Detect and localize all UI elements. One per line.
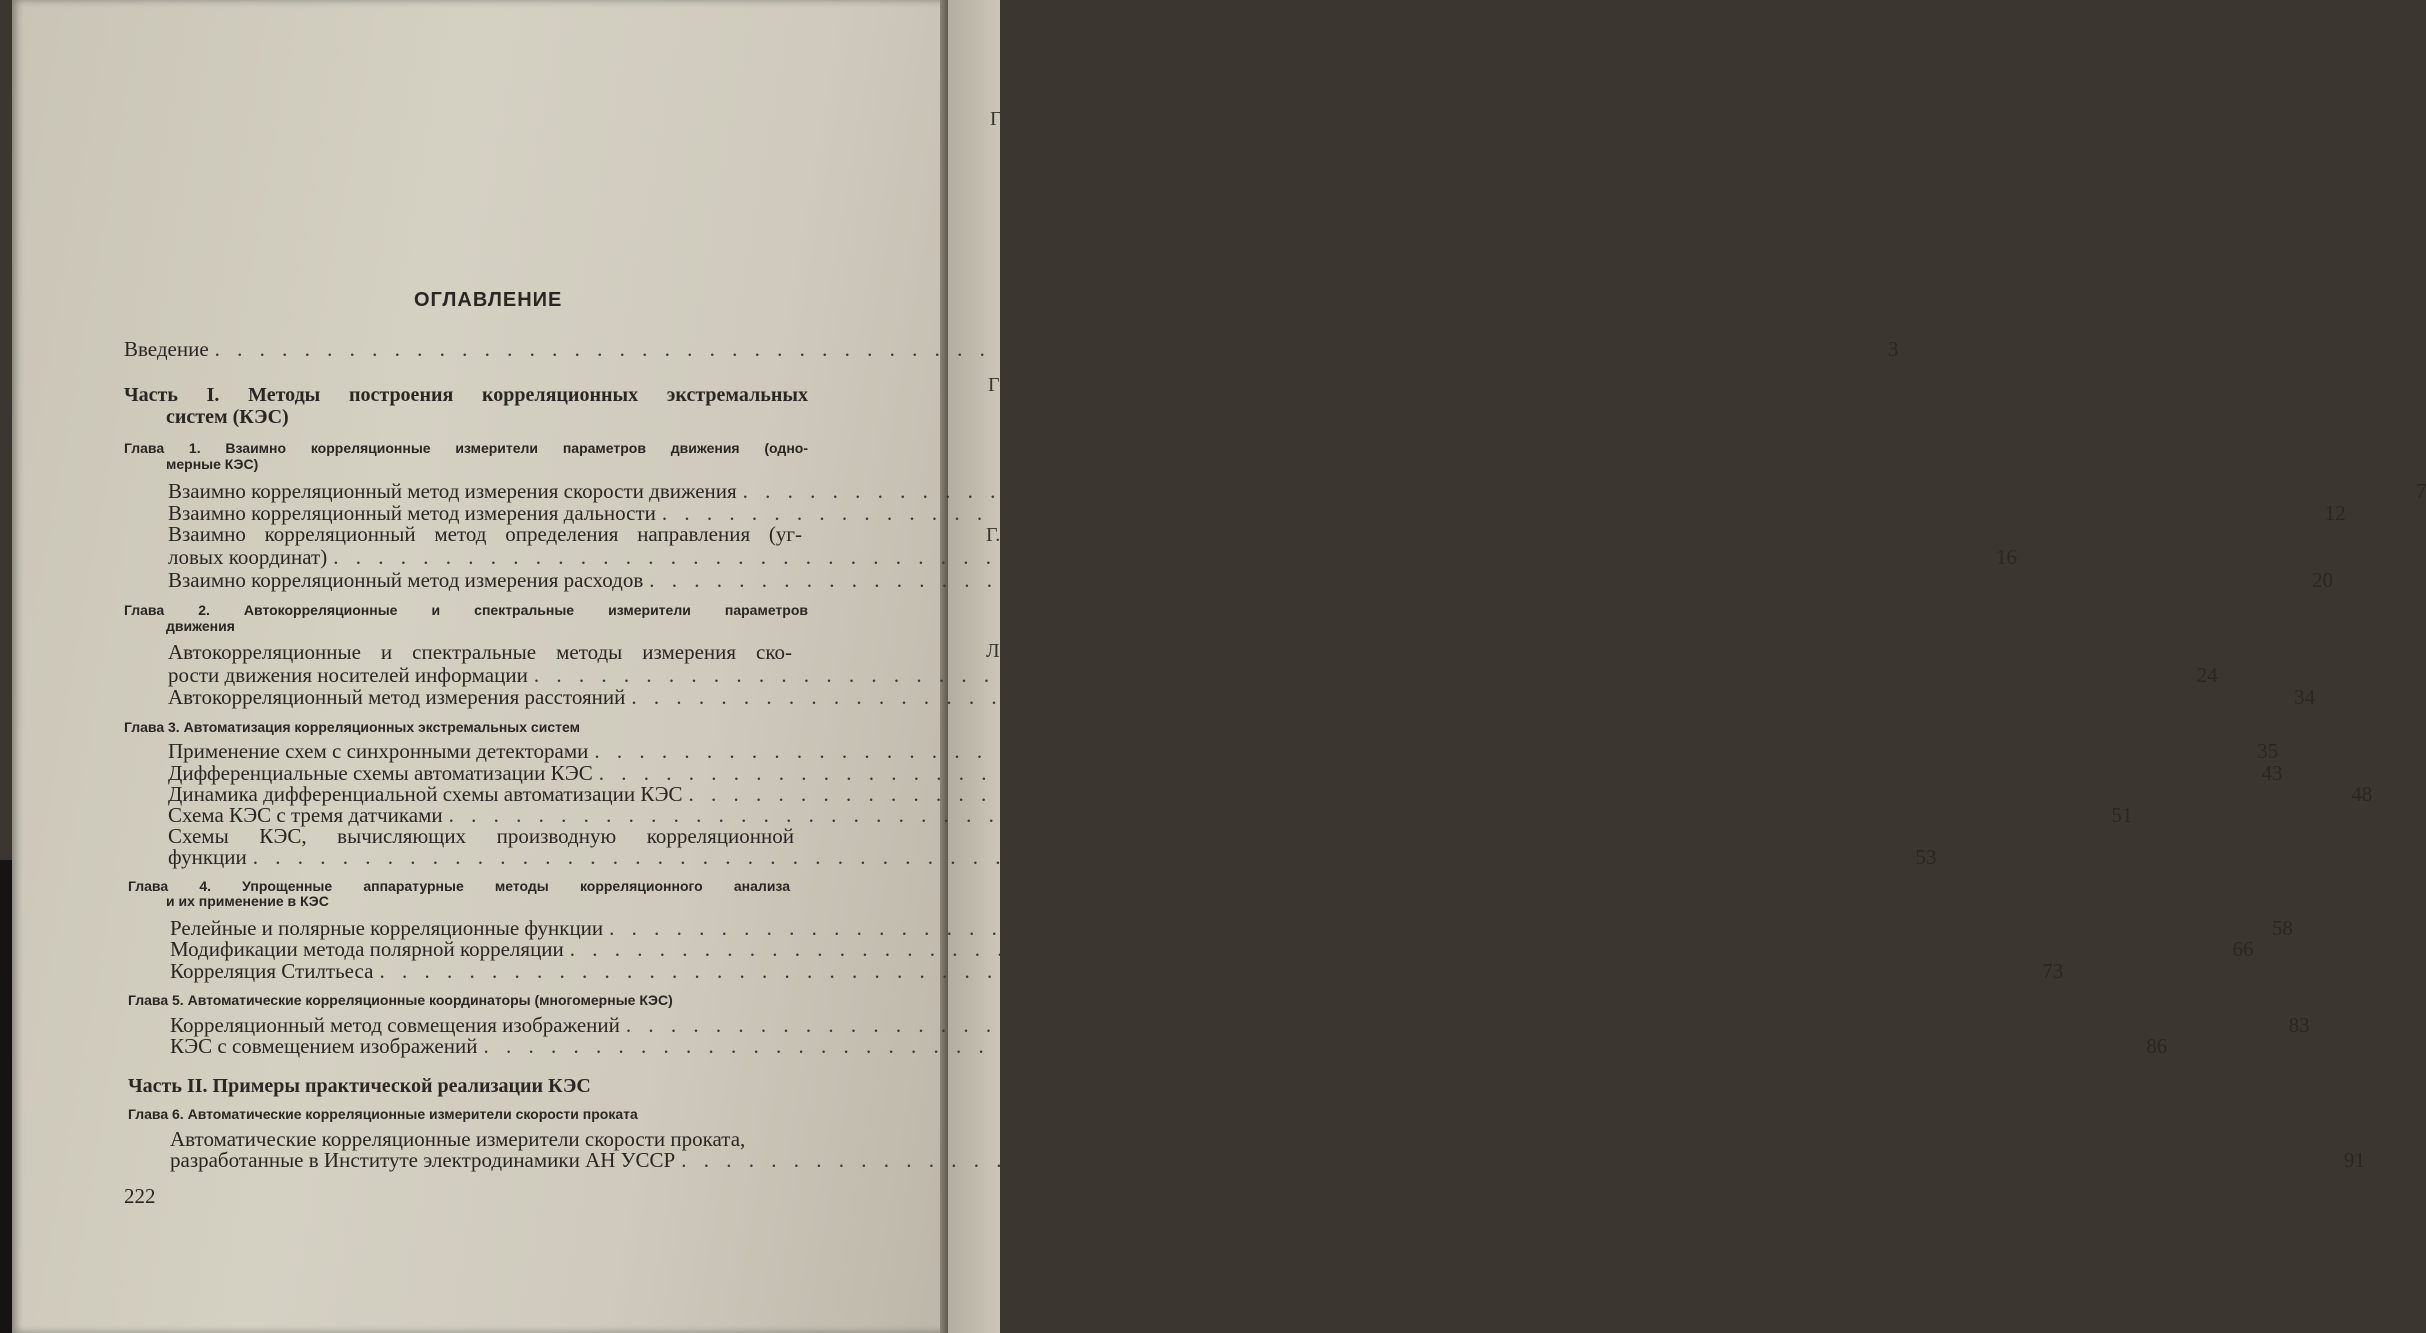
dot-leader: [626, 1014, 2280, 1036]
toc-entry-label: Автокорреляционный метод измерения расстояний: [168, 685, 626, 709]
chapter-2-heading-line2: движения: [166, 618, 235, 634]
toc-entry-label: Взаимно корреляционный метод измерения скорости движения: [168, 479, 737, 503]
dot-leader: [333, 546, 1987, 568]
toc-entry-page: 83: [2288, 1013, 2310, 1037]
toc-entry-label: рости движения носителей информации: [168, 663, 528, 687]
toc-entry-label: Взаимно корреляционный метод измерения дальности: [168, 501, 656, 525]
chapter-5-heading: Глава 5. Автоматические корреляционные координаторы (многомерные КЭС): [128, 992, 673, 1008]
toc-entry-label: Модификации метода полярной корреляции: [170, 937, 564, 961]
part-1-heading-line1: Часть I. Методы построения корреляционных экстремальных: [124, 384, 808, 406]
toc-entry: [168, 479, 2426, 503]
chapter-1-heading-line1: Глава 1. Взаимно корреляционные измерители параметров движения (одно-: [124, 440, 808, 456]
toc-entry-label: Схема КЭС с тремя датчиками: [168, 803, 443, 827]
toc-entry-label: Дифференциальные схемы автоматизации КЭС: [168, 761, 593, 785]
toc-entry-page: 51: [2111, 803, 2133, 827]
facing-page-glyph: Г.: [986, 524, 1001, 546]
dot-leader: [594, 740, 2248, 762]
toc-entry-page: 34: [2294, 685, 2316, 709]
toc-entry-label: Корреляционный метод совмещения изображений: [170, 1013, 620, 1037]
toc-entry-label: Введение: [124, 337, 209, 361]
toc-entry-line1: Автоматические корреляционные измерители скорости проката,: [170, 1127, 746, 1151]
dot-leader: [743, 480, 2397, 502]
toc-entry-page: 53: [1915, 845, 1937, 869]
toc-entry-label: Применение схем с синхронными детекторами: [168, 739, 589, 763]
chapter-6-heading: Глава 6. Автоматические корреляционные измерители скорости проката: [128, 1106, 638, 1122]
facing-page-glyph: Г: [988, 374, 1000, 396]
toc-entry: [168, 568, 2333, 592]
toc-entry: [170, 916, 2293, 940]
toc-entry: [168, 782, 2373, 806]
toc-entry-page: 12: [2324, 501, 2346, 525]
toc-entry-page: 35: [2257, 739, 2279, 763]
dot-leader: [449, 804, 2103, 826]
toc-entry-label: КЭС с совмещением изображений: [170, 1034, 478, 1058]
toc-entry: [168, 845, 1937, 869]
toc-entry: [170, 1013, 2310, 1037]
toc-entry-page: 16: [1995, 545, 2017, 569]
toc-entry: [168, 803, 2133, 827]
dot-leader: [599, 762, 2253, 784]
toc-entry-page: 43: [2261, 761, 2283, 785]
dot-leader: [570, 938, 2224, 960]
toc-entry-page: 58: [2271, 916, 2293, 940]
facing-page-glyph: Л: [986, 640, 1000, 662]
toc-entry: [168, 545, 2017, 569]
toc-entry-page: 66: [2232, 937, 2254, 961]
dot-leader: [379, 960, 2033, 982]
dot-leader: [534, 664, 2188, 686]
toc-entry-label: разработанные в Институте электродинамики АН УССР: [170, 1148, 676, 1172]
toc-entry-page: 73: [2042, 959, 2064, 983]
toc-entry-label: ловых координат): [168, 545, 328, 569]
toc-entry-label: функции: [168, 845, 247, 869]
toc-entry: [168, 761, 2283, 785]
toc-entry-page: 20: [2312, 568, 2333, 592]
toc-entry-line1: Взаимно корреляционный метод определения направления (уг-: [168, 522, 802, 546]
dot-leader: [483, 1035, 2137, 1057]
toc-entry: [168, 739, 2279, 763]
dot-leader: [253, 846, 1907, 868]
toc-entry-label: Динамика дифференциальной схемы автоматизации КЭС: [168, 782, 683, 806]
toc-entry-line1: Схемы КЭС, вычисляющих производную корреляционной: [168, 824, 794, 848]
toc-entry-line1: Автокорреляционные и спектральные методы измерения ско-: [168, 640, 792, 664]
chapter-2-heading-line1: Глава 2. Автокорреляционные и спектральные измерители параметров: [124, 602, 808, 618]
toc-entry-page: 24: [2196, 663, 2218, 687]
chapter-3-heading: Глава 3. Автоматизация корреляционных экстремальных систем: [124, 719, 580, 735]
page-number: 222: [124, 1184, 156, 1208]
dot-leader: [215, 338, 1869, 360]
dot-leader: [689, 783, 2343, 805]
toc-entry-label: Взаимно корреляционный метод измерения расходов: [168, 568, 644, 592]
toc-entry: [170, 1034, 2168, 1058]
toc-entry-intro: [124, 337, 1899, 361]
part-1-heading-line2: систем (КЭС): [166, 406, 289, 428]
toc-entry: [168, 501, 2346, 525]
toc-entry-page: 91: [2344, 1148, 2365, 1172]
toc-entry: [170, 1148, 2365, 1172]
toc-entry: [168, 663, 2218, 687]
toc-title: ОГЛАВЛЕНИЕ: [414, 289, 563, 311]
dot-leader: [662, 502, 2316, 524]
toc-entry: [168, 685, 2316, 709]
dot-leader: [631, 686, 2285, 708]
toc-entry: [170, 937, 2254, 961]
toc-entry-page: 48: [2351, 782, 2373, 806]
toc-entry-page: 86: [2146, 1034, 2168, 1058]
toc-entry: [170, 959, 2064, 983]
dot-leader: [609, 917, 2263, 939]
facing-page-glyph: Г: [990, 108, 1002, 130]
chapter-4-heading-line2: и их применение в КЭС: [166, 893, 329, 909]
part-2-heading: Часть II. Примеры практической реализации КЭС: [128, 1075, 591, 1097]
chapter-1-heading-line2: мерные КЭС): [166, 456, 259, 472]
dot-leader: [649, 569, 2303, 591]
toc-entry-label: Корреляция Стилтьеса: [170, 959, 374, 983]
toc-entry-page: 3: [1887, 337, 1899, 361]
toc-entry-label: Релейные и полярные корреляционные функции: [170, 916, 604, 940]
toc-entry-page: 7: [2415, 479, 2426, 503]
chapter-4-heading-line1: Глава 4. Упрощенные аппаратурные методы корреляционного анализа: [128, 878, 790, 894]
dot-leader: [681, 1149, 2335, 1171]
